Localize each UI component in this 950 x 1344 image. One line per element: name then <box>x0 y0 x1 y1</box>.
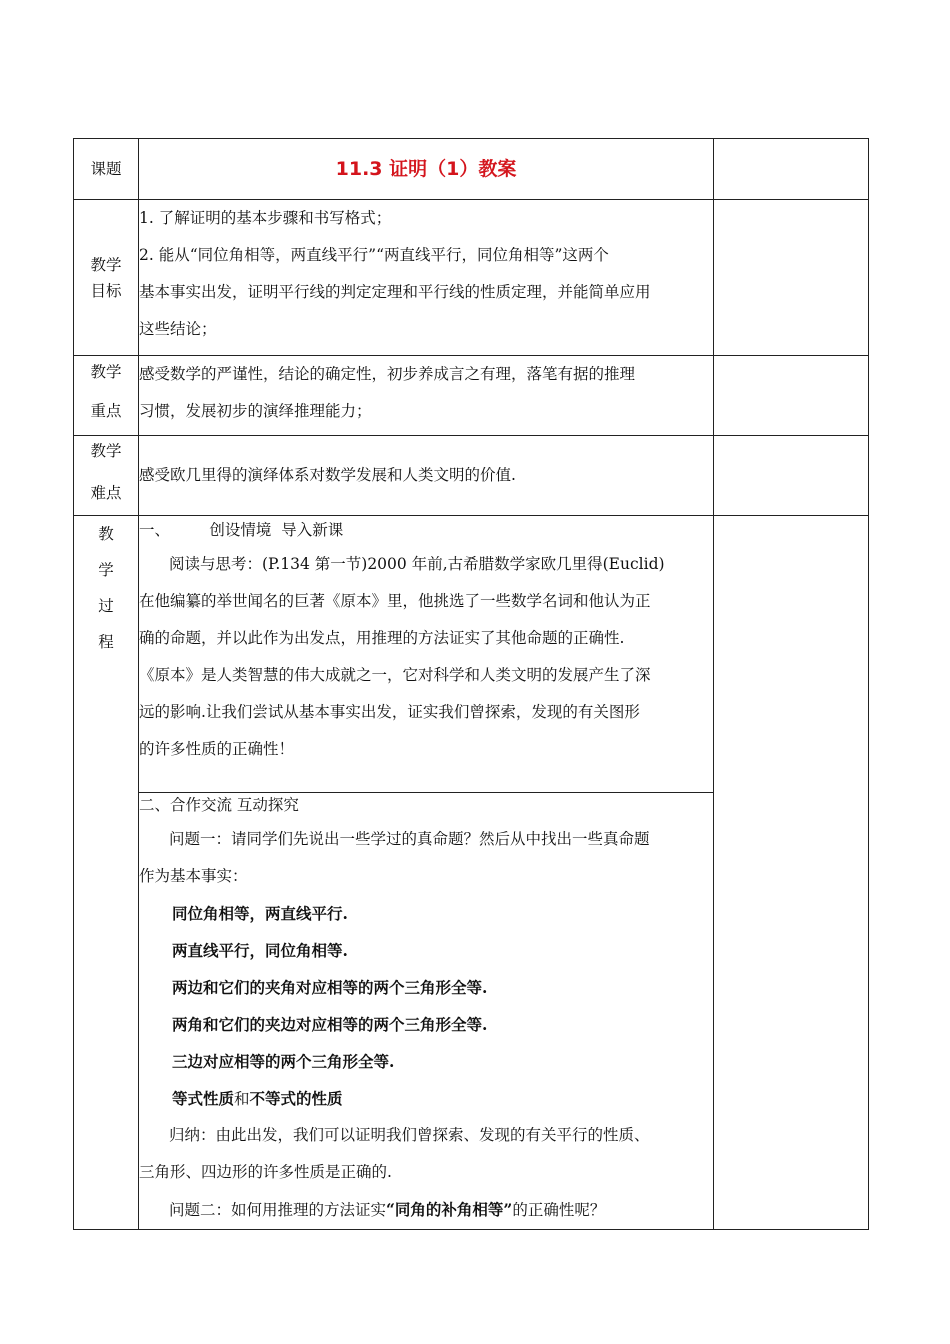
basic-fact: 同位角相等，两直线平行. <box>172 904 348 923</box>
objectives-content <box>139 200 714 356</box>
objective-line: 2. 能从“同位角相等，两直线平行”“两直线平行，同位角相等”这两个 <box>139 246 609 264</box>
summary-line: 归纳：由此出发，我们可以证明我们曾探索、发现的有关平行的性质、 <box>169 1126 650 1144</box>
process-label-char: 学 <box>98 561 114 579</box>
question-2-line <box>139 1191 713 1228</box>
basic-fact: 两角和它们的夹边对应相等的两个三角形全等. <box>172 1015 488 1034</box>
question-2-emphasis: “同角的补角相等” <box>386 1200 513 1219</box>
title-cell <box>139 139 714 200</box>
basic-fact-properties <box>139 1080 713 1117</box>
section1-line: 在他编纂的举世闻名的巨著《原本》里，他挑选了一些数学名词和他认为正 <box>139 592 651 610</box>
section1-line: 确的命题，并以此作为出发点，用推理的方法证实了其他命题的正确性. <box>139 629 625 647</box>
section2-heading: 二、合作交流 互动探究 <box>139 796 299 814</box>
objectives-row <box>74 200 869 356</box>
basic-fact: 三边对应相等的两个三角形全等. <box>172 1052 395 1071</box>
section1-line: 阅读与思考：(P.134 第一节)2000 年前,古希腊数学家欧几里得(Euclid) <box>169 555 665 573</box>
difficulties-row <box>74 436 869 516</box>
and-text: 和 <box>234 1090 250 1108</box>
process-notes-cell <box>714 516 869 1230</box>
key-points-row <box>74 356 869 436</box>
objective-line: 1. 了解证明的基本步骤和书写格式； <box>139 209 392 227</box>
difficulties-label <box>74 436 139 516</box>
objectives-notes-cell <box>714 200 869 356</box>
process-label-char: 程 <box>98 633 114 651</box>
key-point-line: 习惯，发展初步的演绎推理能力； <box>139 402 372 420</box>
section1-content <box>139 516 714 793</box>
page-title: 11.3 证明（1）教案 <box>335 157 517 180</box>
process-label-char: 过 <box>98 597 114 615</box>
section1-line: 《原本》是人类智慧的伟大成就之一，它对科学和人类文明的发展产生了深 <box>139 666 651 684</box>
difficulties-notes-cell <box>714 436 869 516</box>
difficulties-label-line-1: 教学 <box>90 442 122 460</box>
process-label-char: 教 <box>98 525 114 543</box>
inequality-properties-text: 不等式的性质 <box>249 1089 343 1108</box>
process-row-1 <box>74 516 869 793</box>
question-1-line: 作为基本事实： <box>139 867 248 885</box>
lesson-plan-table <box>73 138 869 1230</box>
difficulty-line: 感受欧几里得的演绎体系对数学发展和人类文明的价值. <box>139 466 516 484</box>
difficulties-content <box>139 436 714 516</box>
key-points-label <box>74 356 139 436</box>
topic-notes-cell <box>714 139 869 200</box>
question-1-line: 问题一：请同学们先说出一些学过的真命题？然后从中找出一些真命题 <box>169 830 650 848</box>
objectives-label-line-1: 教学 <box>90 255 122 274</box>
key-points-content <box>139 356 714 436</box>
difficulties-label-line-2: 难点 <box>90 484 122 502</box>
section1-line: 的许多性质的正确性！ <box>139 740 295 758</box>
topic-label: 课题 <box>74 139 139 200</box>
equality-properties-text: 等式性质 <box>172 1089 235 1108</box>
objectives-label-line-2: 目标 <box>90 281 122 300</box>
question-2-suffix: 的正确性呢？ <box>512 1201 606 1219</box>
objective-line: 基本事实出发，证明平行线的判定定理和平行线的性质定理，并能简单应用 <box>139 283 651 301</box>
process-label <box>74 516 139 1230</box>
key-points-label-line-1: 教学 <box>90 363 122 381</box>
section1-heading: 一、 创设情境 导入新课 <box>139 521 344 539</box>
key-points-notes-cell <box>714 356 869 436</box>
process-label-chars <box>74 516 138 660</box>
question-2-prefix: 问题二：如何用推理的方法证实 <box>169 1201 387 1219</box>
key-point-line: 感受数学的严谨性，结论的确定性，初步养成言之有理，落笔有据的推理 <box>139 365 636 383</box>
key-points-label-line-2: 重点 <box>90 402 122 420</box>
basic-fact: 两直线平行，同位角相等. <box>172 941 348 960</box>
objective-line: 这些结论； <box>139 320 217 338</box>
objectives-label <box>74 200 139 356</box>
topic-row <box>74 139 869 200</box>
basic-fact: 两边和它们的夹角对应相等的两个三角形全等. <box>172 978 488 997</box>
section1-line: 远的影响.让我们尝试从基本事实出发，证实我们曾探索，发现的有关图形 <box>139 703 640 721</box>
section2-content <box>139 793 714 1230</box>
summary-line: 三角形、四边形的许多性质是正确的. <box>139 1163 392 1181</box>
